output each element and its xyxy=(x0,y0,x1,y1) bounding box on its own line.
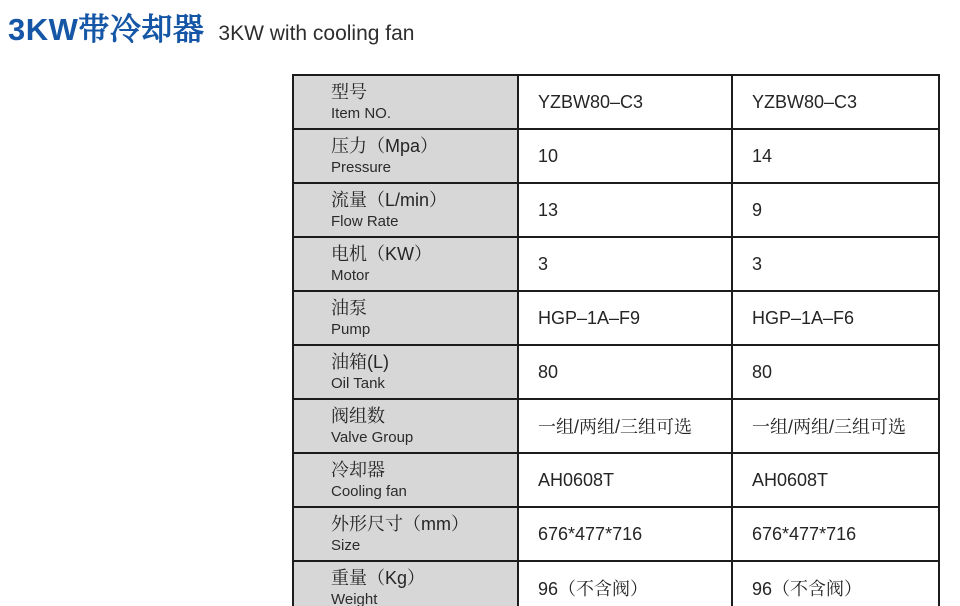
page-title-english: 3KW with cooling fan xyxy=(218,22,415,45)
row-label-zh: 油箱(L) xyxy=(331,352,389,372)
row-label-en: Pressure xyxy=(331,159,392,176)
row-label-zh: 阀组数 xyxy=(331,406,385,426)
row-label-en: Motor xyxy=(331,267,370,284)
row-label-en: Size xyxy=(331,537,361,554)
row-label-zh: 外形尺寸（mm） xyxy=(331,514,469,534)
row-label-en: Cooling fan xyxy=(331,483,407,500)
value-cell: 80 xyxy=(732,345,939,399)
value-cell: 676*477*716 xyxy=(732,507,939,561)
row-label-zh: 冷却器 xyxy=(331,460,385,480)
value-cell: 96（不含阀） xyxy=(732,561,939,606)
row-label-zh: 压力（Mpa） xyxy=(331,136,439,156)
row-label-zh: 重量（Kg） xyxy=(331,568,426,588)
table-row-item-no xyxy=(293,75,939,129)
row-label-en: Oil Tank xyxy=(331,375,385,392)
row-label-cell xyxy=(293,345,518,399)
row-label-cell xyxy=(293,237,518,291)
table-row-flow-rate xyxy=(293,183,939,237)
row-label-cell xyxy=(293,561,518,606)
row-label-en: Weight xyxy=(331,591,378,606)
row-label-cell xyxy=(293,507,518,561)
row-label-zh: 型号 xyxy=(331,82,367,102)
value-cell: YZBW80–C3 xyxy=(732,75,939,129)
value-cell: 10 xyxy=(518,129,732,183)
row-label-cell xyxy=(293,453,518,507)
row-label-cell xyxy=(293,129,518,183)
value-cell: 3 xyxy=(732,237,939,291)
spec-table xyxy=(292,74,940,606)
row-label-en: Flow Rate xyxy=(331,213,399,230)
row-label-cell xyxy=(293,291,518,345)
table-row-pressure xyxy=(293,129,939,183)
table-row-cooling-fan xyxy=(293,453,939,507)
value-cell: 14 xyxy=(732,129,939,183)
table-row-motor xyxy=(293,237,939,291)
value-cell: AH0608T xyxy=(518,453,732,507)
row-label-cell xyxy=(293,399,518,453)
table-row-oil-tank xyxy=(293,345,939,399)
row-label-zh: 流量（L/min） xyxy=(331,190,448,210)
value-cell: 13 xyxy=(518,183,732,237)
value-cell: 676*477*716 xyxy=(518,507,732,561)
table-row-weight xyxy=(293,561,939,606)
row-label-en: Item NO. xyxy=(331,105,392,122)
row-label-zh: 油泵 xyxy=(331,298,367,318)
value-cell: HGP–1A–F6 xyxy=(732,291,939,345)
value-cell: 96（不含阀） xyxy=(518,561,732,606)
value-cell: 一组/两组/三组可选 xyxy=(518,399,732,453)
row-label-cell xyxy=(293,75,518,129)
row-label-en: Valve Group xyxy=(331,429,414,446)
page-title-chinese: 3KW带冷却器 xyxy=(8,12,205,47)
table-row-size xyxy=(293,507,939,561)
row-label-zh: 电机（KW） xyxy=(331,244,432,264)
value-cell: 一组/两组/三组可选 xyxy=(732,399,939,453)
page-header xyxy=(8,4,415,49)
value-cell: 80 xyxy=(518,345,732,399)
value-cell: 9 xyxy=(732,183,939,237)
table-row-valve-group xyxy=(293,399,939,453)
value-cell: 3 xyxy=(518,237,732,291)
spec-table-body xyxy=(293,75,939,606)
row-label-cell xyxy=(293,183,518,237)
row-label-en: Pump xyxy=(331,321,371,338)
value-cell: AH0608T xyxy=(732,453,939,507)
value-cell: YZBW80–C3 xyxy=(518,75,732,129)
table-row-pump xyxy=(293,291,939,345)
value-cell: HGP–1A–F9 xyxy=(518,291,732,345)
